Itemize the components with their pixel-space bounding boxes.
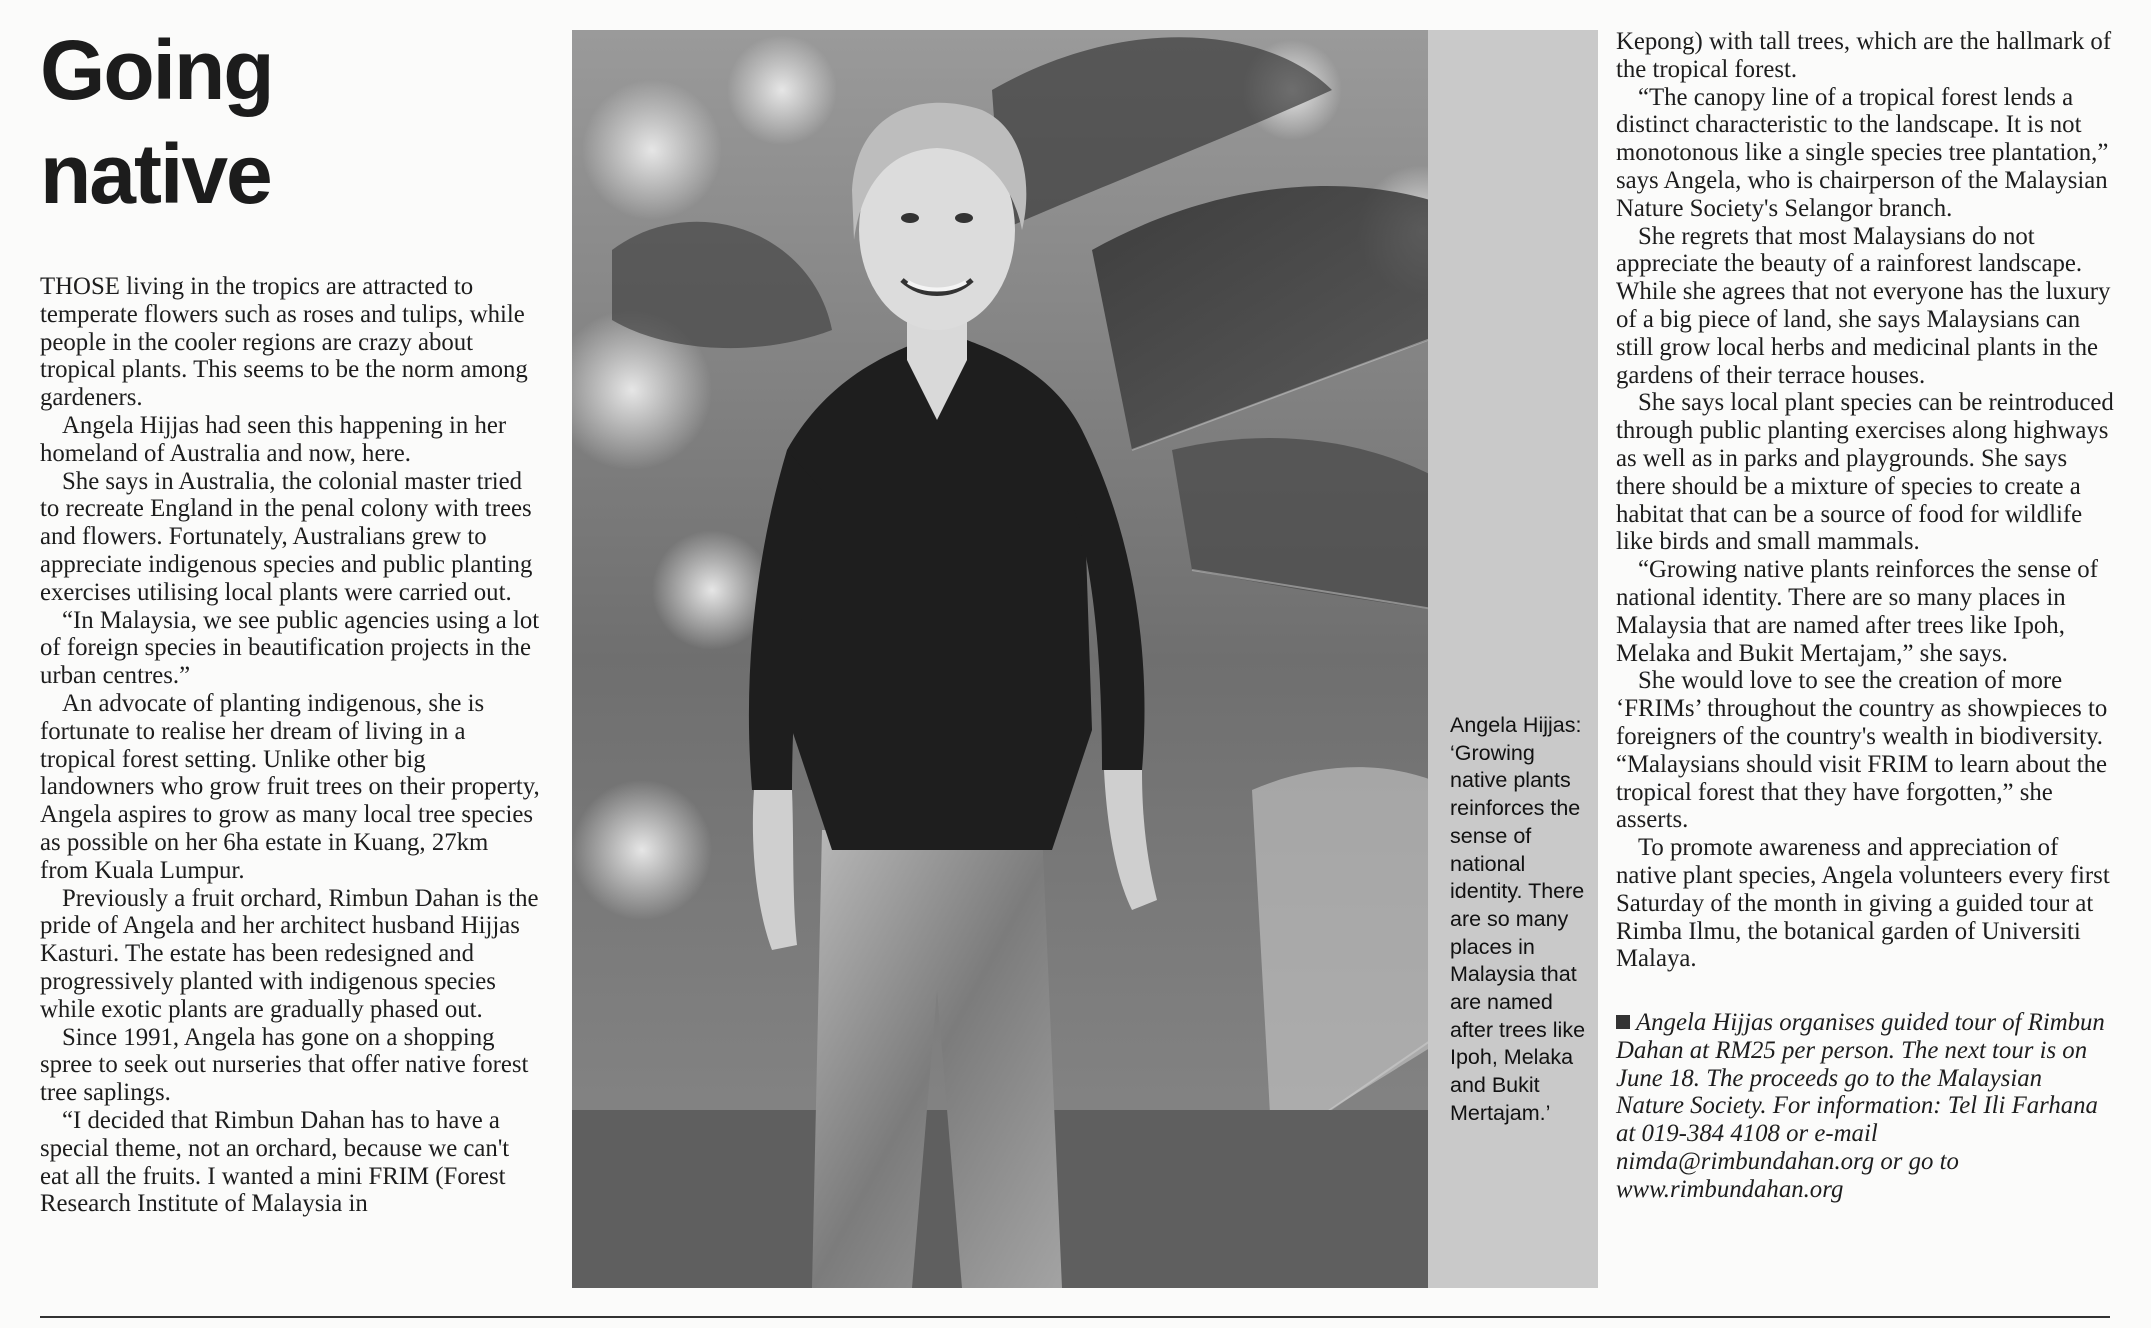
paragraph: Angela Hijjas had seen this happening in her homeland of Australia and now, here.: [40, 411, 507, 467]
paragraph: “I decided that Rimbun Dahan has to have a special theme, not an orchard, because we can't eat all the fruits. I wanted a mini FRIM (Forest Research Institute of Malaysia in: [40, 1106, 510, 1218]
left-column: [40, 273, 540, 1218]
paragraph: Since 1991, Angela has gone on a shopping spree to seek out nurseries that offer native forest tree saplings.: [40, 1023, 529, 1107]
headline: [40, 18, 560, 226]
paragraph: She would love to see the creation of more ‘FRIMs’ throughout the country as showpieces to foreigners of the country's wealth in biodiversity. “Malaysians should visit FRIM to learn about the tropical forest that they have forgotten,” she asserts.: [1616, 667, 2108, 834]
headline-line-2: native: [40, 127, 271, 221]
paragraph: Previously a fruit orchard, Rimbun Dahan is the pride of Angela and her architect husband Hijjas Kasturi. The estate has been redesigned and progressively planted with indigenous species while exotic plants are gradually phased out.: [40, 884, 539, 1023]
photo-caption: Angela Hijjas: ‘Growing native plants reinforces the sense of national identity. There are so many places in Malaysia that are named after trees like Ipoh, Melaka and Bukit Mertajam.’: [1450, 713, 1586, 1125]
bottom-rule: [40, 1316, 2110, 1318]
paragraph: Kepong) with tall trees, which are the hallmark of the tropical forest.: [1616, 28, 2112, 83]
paragraph: She says in Australia, the colonial master tried to recreate England in the penal colony with trees and flowers. Fortunately, Australians grew to appreciate indigenous species and public planting exercises utilising local plants were carried out.: [40, 467, 533, 606]
paragraph: An advocate of planting indigenous, she is fortunate to realise her dream of living in a tropical forest setting. Unlike other big landowners who grow fruit trees on their property, Angela aspires to grow as many local tree species as possible on her 6ha estate in Kuang, 27km from Kuala Lumpur.: [40, 689, 540, 884]
info-note: [1616, 1009, 2116, 1204]
headline-line-1: Going: [40, 23, 273, 117]
paragraph: “In Malaysia, we see public agencies using a lot of foreign species in beautification projects in the urban centres.”: [40, 606, 540, 690]
paragraph: To promote awareness and appreciation of native plant species, Angela volunteers every first Saturday of the month in giving a guided tour at Rimba Ilmu, the botanical garden of Universiti Malaya.: [1616, 834, 2110, 973]
paragraph: “The canopy line of a tropical forest lends a distinct characteristic to the landscape. It is not monotonous like a single species tree plantation,” says Angela, who is chairperson of the Malaysian Nature Society's Selangor branch.: [1616, 83, 2109, 222]
square-bullet-icon: [1616, 1015, 1630, 1029]
paragraph: She says local plant species can be reintroduced through public planting exercises along highways as well as in parks and playgrounds. She says there should be a mixture of species to create a habitat that can be a source of food for wildlife like birds and small mammals.: [1616, 389, 2114, 556]
paragraph: She regrets that most Malaysians do not appreciate the beauty of a rainforest landscape. While she agrees that not everyone has the luxury of a big piece of land, she says Malaysians can still grow local herbs and medicinal plants in the gardens of their terrace houses.: [1616, 222, 2111, 389]
paragraph: “Growing native plants reinforces the sense of national identity. There are so many places in Malaysia that are named after trees like Ipoh, Melaka and Bukit Mertajam,” she says.: [1616, 556, 2098, 667]
paragraph: THOSE living in the tropics are attracted to temperate flowers such as roses and tulips, while people in the cooler regions are crazy about tropical plants. This seems to be the norm among gardeners.: [40, 273, 528, 412]
info-note-text: Angela Hijjas organises guided tour of Rimbun Dahan at RM25 per person. The next tour is on June 18. The proceeds go to the Malaysian Nature Society. For information: Tel Ili Farhana at 019-384 4108 or e-mail nimda@rimbundahan.org or go to www.rimbundahan.org: [1616, 1009, 2105, 1203]
right-column: [1616, 28, 2116, 1204]
